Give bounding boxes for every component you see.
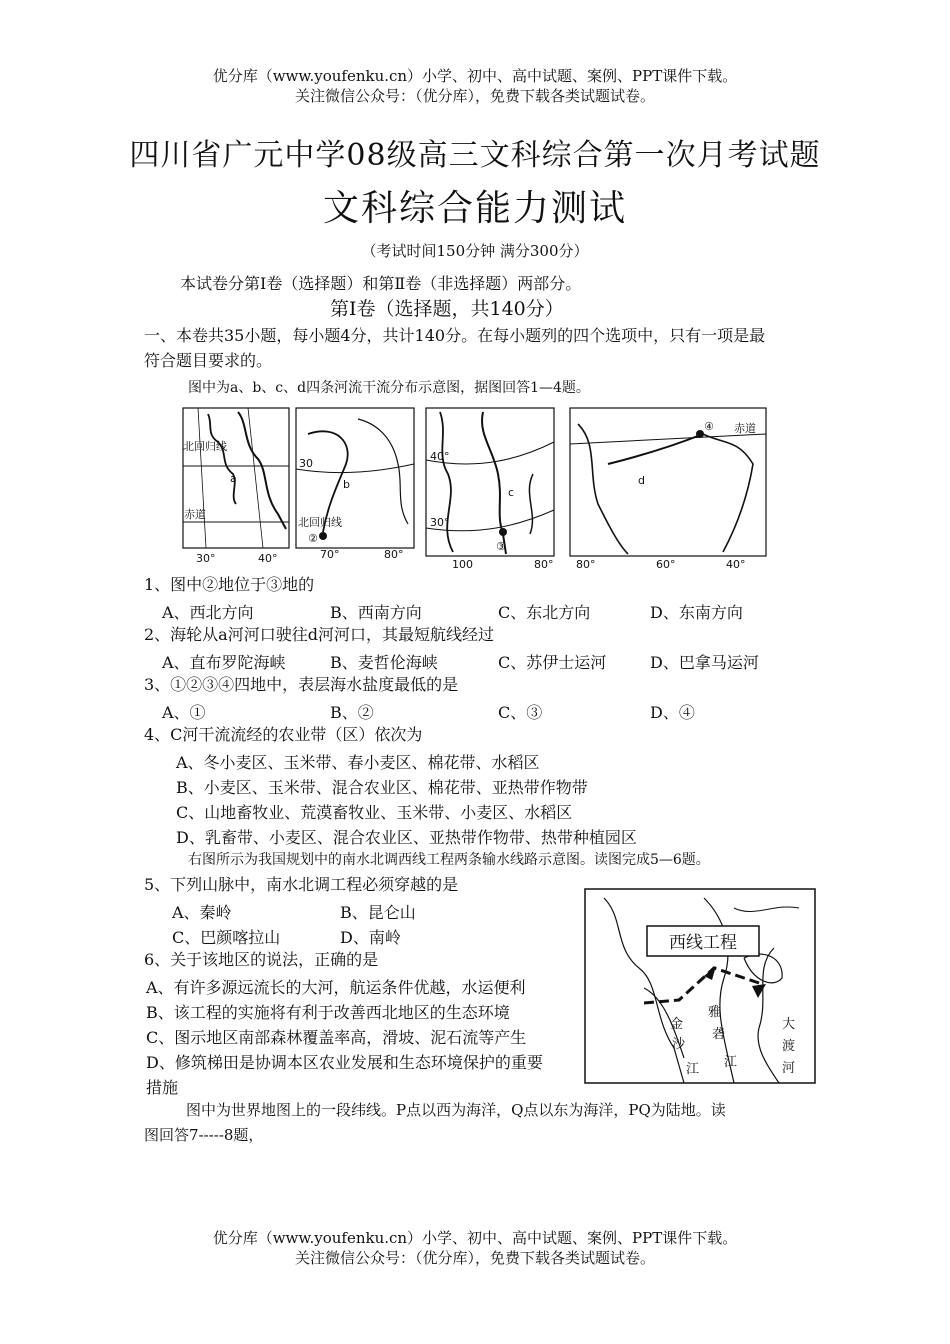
footer-line-1: 优分库（www.youfenku.cn）小学、初中、高中试题、案例、PPT课件下载。 <box>212 1229 738 1247</box>
q5-option-a[interactable]: A、秦岭 <box>172 903 232 922</box>
q2-option-b[interactable]: B、麦哲伦海峡 <box>330 653 438 672</box>
river-label-9: 河 <box>782 1061 796 1076</box>
river-maps-svg <box>178 404 778 574</box>
q1-option-d[interactable]: D、东南方向 <box>650 603 743 622</box>
map-c-lat1: 40° <box>430 450 450 463</box>
q5-option-b[interactable]: B、昆仑山 <box>340 903 416 922</box>
exam-info: （考试时间150分钟 满分300分） <box>361 242 589 260</box>
q3-option-d[interactable]: D、④ <box>650 703 695 722</box>
map-d-equator: 赤道 <box>734 422 756 435</box>
river-label-2: 沙 <box>672 1037 686 1052</box>
map-d-lon2: 60° <box>656 558 676 571</box>
map-c-lon1: 100 <box>452 558 473 571</box>
map-d-lon1: 80° <box>576 558 596 571</box>
map-a <box>183 408 289 565</box>
q6-option-d-continued: 措施 <box>146 1078 179 1097</box>
map-a-river: a <box>230 472 237 485</box>
river-label-7: 大 <box>782 1017 796 1032</box>
map-a-tropic: 北回归线 <box>183 440 227 453</box>
q3-stem: 3、①②③④四地中，表层海水盐度最低的是 <box>144 675 459 694</box>
river-label-1: 金 <box>670 1017 684 1032</box>
map-c-point: ③ <box>496 540 506 553</box>
map-c-lon2: 80° <box>534 558 554 571</box>
exam-title: 四川省广元中学08级高三文科综合第一次月考试题 <box>129 138 821 173</box>
q3-option-a[interactable]: A、① <box>162 703 206 722</box>
map-b-point: ② <box>308 532 318 545</box>
river-label-3: 江 <box>686 1062 700 1077</box>
instructions-line-1: 一、本卷共35小题，每小题4分，共计140分。在每小题列的四个选项中，只有一项是最 <box>144 326 766 345</box>
q4-option-b[interactable]: B、小麦区、玉米带、混合农业区、棉花带、亚热带作物带 <box>176 778 588 797</box>
caption-7-8-line-1: 图中为世界地图上的一段纬线。P点以西为海洋，Q点以东为海洋，PQ为陆地。读 <box>186 1101 726 1119</box>
river-label-5: 砻 <box>712 1027 726 1042</box>
river-label-4: 雅 <box>708 1005 722 1020</box>
exam-subtitle: 文科综合能力测试 <box>322 188 627 229</box>
map-d-lon3: 40° <box>726 558 746 571</box>
intro-text: 本试卷分第Ⅰ卷（选择题）和第Ⅱ卷（非选择题）两部分。 <box>180 274 582 293</box>
q4-option-c[interactable]: C、山地畜牧业、荒漠畜牧业、玉米带、小麦区、水稻区 <box>176 803 573 822</box>
map-c <box>426 408 554 571</box>
q2-option-d[interactable]: D、巴拿马运河 <box>650 653 759 672</box>
q4-option-a[interactable]: A、冬小麦区、玉米带、春小麦区、棉花带、水稻区 <box>176 753 540 772</box>
q5-stem: 5、下列山脉中，南水北调工程必须穿越的是 <box>144 875 459 894</box>
map-c-lat2: 30° <box>430 516 450 529</box>
west-route-map <box>584 888 816 1088</box>
q5-option-c[interactable]: C、巴颜喀拉山 <box>172 928 281 947</box>
map-group-caption: 图中为a、b、c、d四条河流干流分布示意图，据图回答1—4题。 <box>188 380 590 396</box>
map-a-lon1: 30° <box>196 552 216 565</box>
q2-stem: 2、海轮从a河河口驶往d河河口，其最短航线经过 <box>144 625 494 644</box>
q4-stem: 4、C河干流流经的农业带（区）依次为 <box>144 725 423 744</box>
map-b-river: b <box>343 478 350 491</box>
q3-option-c[interactable]: C、③ <box>498 703 543 722</box>
instructions-line-2: 符合题目要求的。 <box>144 351 273 370</box>
q2-option-c[interactable]: C、苏伊士运河 <box>498 653 607 672</box>
west-route-title: 西线工程 <box>669 933 737 953</box>
map-b-lon2: 80° <box>384 548 404 561</box>
map-b-lon1: 70° <box>320 548 340 561</box>
river-label-8: 渡 <box>782 1039 796 1054</box>
caption-7-8-line-2: 图回答7-----8题， <box>144 1126 264 1144</box>
map-b-tropic: 北回归线 <box>298 516 342 529</box>
q6-option-c[interactable]: C、图示地区南部森林覆盖率高，滑坡、泥石流等产生 <box>146 1028 527 1047</box>
q3-option-b[interactable]: B、② <box>330 703 374 722</box>
header-line-2: 关注微信公众号：（优分库），免费下载各类试题试卷。 <box>294 87 655 105</box>
q1-option-c[interactable]: C、东北方向 <box>498 603 591 622</box>
q1-option-a[interactable]: A、西北方向 <box>162 603 254 622</box>
q1-option-b[interactable]: B、西南方向 <box>330 603 422 622</box>
q6-option-b[interactable]: B、该工程的实施将有利于改善西北地区的生态环境 <box>146 1003 510 1022</box>
map-d-point: ④ <box>704 420 714 433</box>
q1-stem: 1、图中②地位于③地的 <box>144 575 315 594</box>
west-route-map-svg <box>584 888 816 1084</box>
section-title: 第Ⅰ卷（选择题，共140分） <box>330 298 564 320</box>
q6-stem: 6、关于该地区的说法，正确的是 <box>144 950 379 969</box>
header-line-1: 优分库（www.youfenku.cn）小学、初中、高中试题、案例、PPT课件下载。 <box>212 67 738 85</box>
footer-line-2: 关注微信公众号：（优分库），免费下载各类试题试卷。 <box>294 1249 655 1267</box>
q6-option-d[interactable]: D、修筑梯田是协调本区农业发展和生态环境保护的重要 <box>146 1053 543 1072</box>
map-c-river: c <box>508 486 515 499</box>
q4-option-d[interactable]: D、乳畜带、小麦区、混合农业区、亚热带作物带、热带种植园区 <box>176 828 637 847</box>
q5-option-d[interactable]: D、南岭 <box>340 928 401 947</box>
river-maps <box>178 404 778 574</box>
map-d-river: d <box>638 474 645 487</box>
caption-5-6: 右图所示为我国规划中的南水北调西线工程两条输水线路示意图。读图完成5—6题。 <box>188 852 710 868</box>
river-label-6: 江 <box>724 1055 738 1070</box>
map-b-lat: 30 <box>299 457 313 470</box>
map-a-lon2: 40° <box>258 552 278 565</box>
map-a-equator: 赤道 <box>184 508 206 521</box>
q2-option-a[interactable]: A、直布罗陀海峡 <box>162 653 286 672</box>
q6-option-a[interactable]: A、有许多源远流长的大河，航运条件优越，水运便利 <box>146 978 526 997</box>
map-d <box>570 408 766 571</box>
map-b <box>296 408 414 561</box>
